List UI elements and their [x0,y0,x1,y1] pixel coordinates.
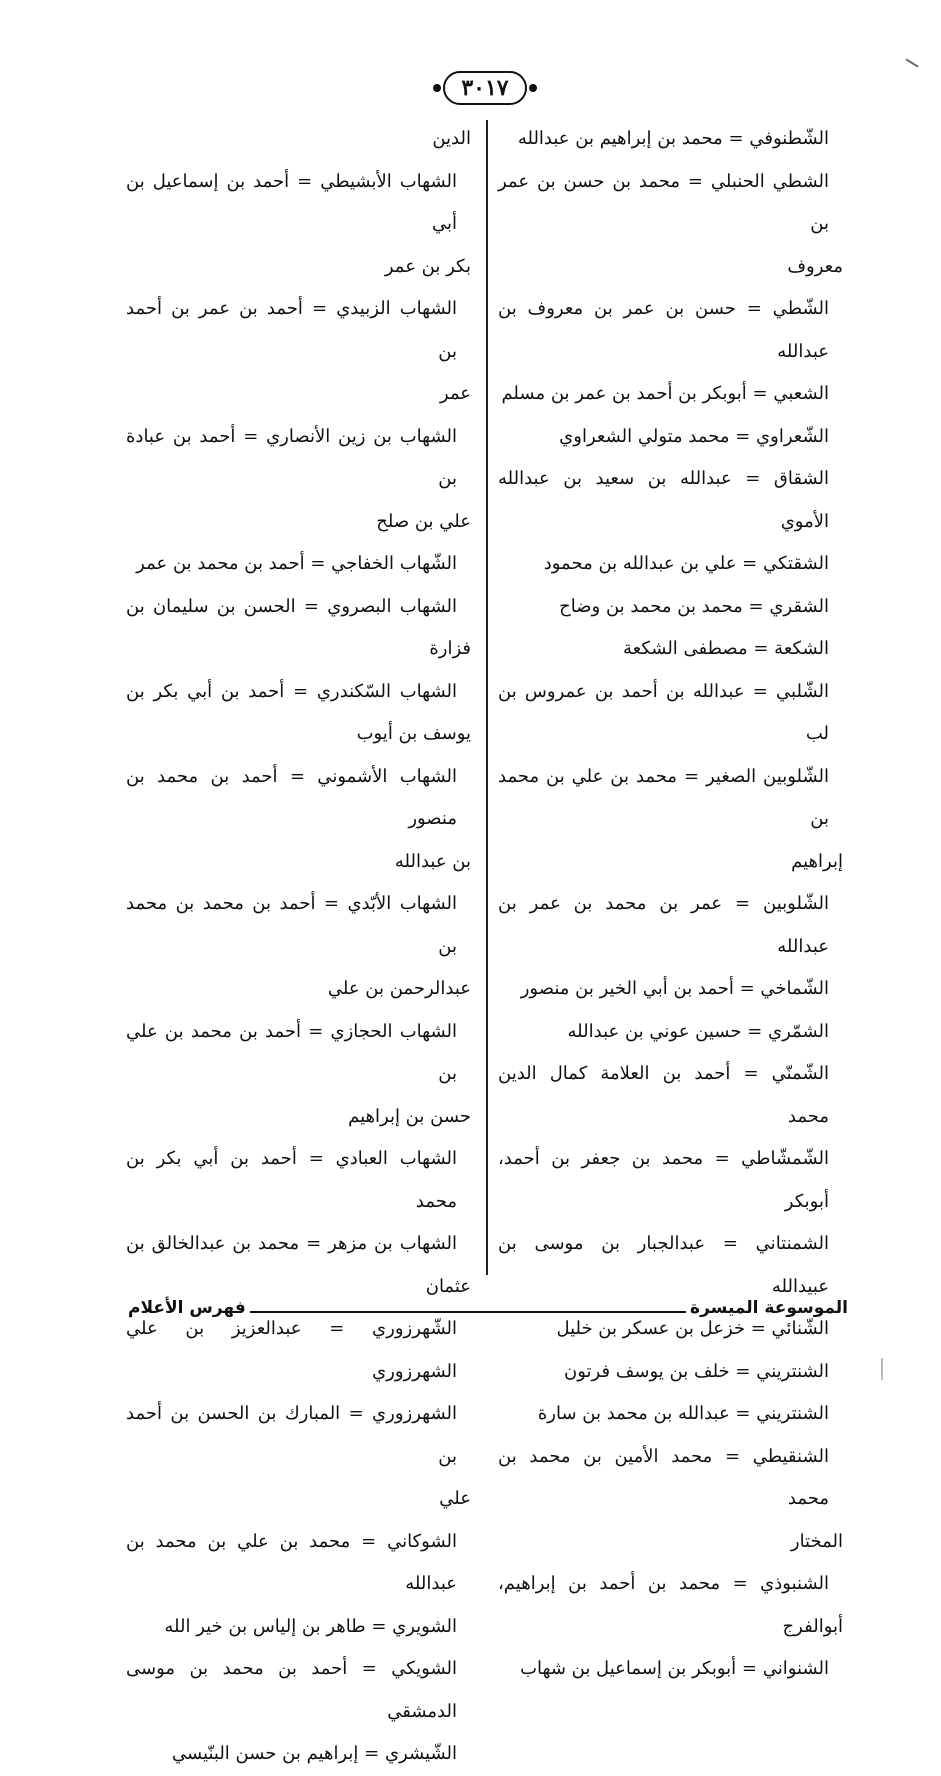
page-number-header [430,68,540,108]
index-entry [126,586,471,671]
entry-text: الشهاب الأبشيطي = أحمد بن إسماعيل بن أبي [126,170,457,234]
entry-continuation: المختار [790,1530,843,1552]
entry-text: الشنواني = أبوبكر بن إسماعيل بن شهاب [520,1658,829,1679]
entry-text: الشهاب العبادي = أحمد بن أبي بكر بن محمد [126,1148,457,1212]
right-column [498,118,843,1691]
entry-text: الشهرزوري = المبارك بن الحسن بن أحمد بن [126,1403,457,1467]
index-entry [126,543,471,586]
index-entry [126,1308,471,1393]
index-entry [498,1393,843,1436]
entry-text: الشنتريني = عبدالله بن محمد بن سارة [537,1403,829,1424]
entry-continuation: عثمان [425,1275,471,1297]
entry-text: الشّلوبين = عمر بن محمد بن عمر بن عبدالله [498,893,829,957]
index-entry [126,1521,471,1606]
entry-text: الشهاب بن زين الأنصاري = أحمد بن عبادة بن [126,425,457,489]
index-entry [126,416,471,544]
entry-text: الشهاب الأشموني = أحمد بن محمد بن منصور [126,765,457,829]
entry-text: الشكعة = مصطفى الشكعة [622,638,829,659]
footer-section-title: فهرس الأعلام [128,1298,246,1318]
entry-text: الشّنائي = خزعل بن عسكر بن خليل [556,1318,829,1339]
entry-text: الشطي الحنبلي = محمد بن حسن بن عمر بن [498,170,829,234]
index-entry [498,373,843,416]
left-column [126,118,471,1776]
entry-text: الشّيشري = إبراهيم بن حسن البنّيسي [171,1743,457,1764]
entry-text: الشقري = محمد بن محمد بن وضاح [559,595,829,617]
entry-text: الشّعراوي = محمد متولي الشعراوي [559,425,829,447]
index-entry [498,288,843,373]
entry-continuation: معروف [787,255,843,277]
index-entry [498,1648,843,1691]
index-entry [498,1138,843,1223]
page-number: ٣٠١٧ [443,71,526,105]
index-entry [126,1606,471,1649]
index-entry [498,1563,843,1648]
entry-text: الشوكاني = محمد بن علي بن محمد بن عبدالله [126,1530,457,1594]
index-entry [498,756,843,884]
index-entry [126,756,471,884]
entry-text: الشمّري = حسين عوني بن عبدالله [567,1020,829,1042]
index-entry [498,1011,843,1054]
entry-text: الشّهرزوري = عبدالعزيز بن علي الشهرزوري [126,1318,457,1382]
scan-mark [906,58,919,67]
entry-continuation: حسن بن إبراهيم [348,1105,471,1127]
index-entry [498,1053,843,1138]
index-entry [498,416,843,459]
entry-text: الشّهاب الخفاجي = أحمد بن محمد بن عمر [136,553,457,574]
index-entry [498,1351,843,1394]
entry-continuation: علي بن صلح [376,510,471,532]
entry-continuation: علي [439,1488,471,1509]
index-entry [126,671,471,756]
entry-text: الشهاب البصروي = الحسن بن سليمان بن [126,595,457,617]
index-entry [126,1138,471,1223]
entry-continuation: الدين [432,128,471,149]
index-entry [498,883,843,968]
entry-continuation: يوسف بن أيوب [356,723,471,744]
entry-text: الشّماخي = أحمد بن أبي الخير بن منصور [520,978,829,999]
index-entry [126,118,471,161]
footer-book-title: الموسوعة الميسرة [690,1298,848,1318]
entry-text: الشّطنوفي = محمد بن إبراهيم بن عبدالله [517,128,829,149]
column-divider [486,120,488,1275]
index-entry [498,1436,843,1564]
entry-text: الشّطي = حسن بن عمر بن معروف بن عبدالله [498,298,829,362]
entry-text: الشنبوذي = محمد بن أحمد بن إبراهيم، [498,1573,829,1594]
index-entry [498,628,843,671]
entry-continuation: عبدالرحمن بن علي [327,978,471,999]
index-entry [126,1733,471,1776]
scan-tick [881,1358,883,1380]
entry-continuation: إبراهيم [791,850,843,872]
entry-text: الشهاب الزبيدي = أحمد بن عمر بن أحمد بن [126,298,457,362]
entry-text: الشمنتاني = عبدالجبار بن موسى بن عبيدالله [498,1233,829,1297]
footer-rule [250,1311,686,1313]
page-footer [128,1288,848,1318]
entry-text: الشنتريني = خلف بن يوسف فرتون [564,1360,829,1382]
entry-text: الشهاب بن مزهر = محمد بن عبدالخالق بن [126,1233,457,1254]
entry-continuation: فزارة [429,638,471,659]
entry-text: الشّمنّي = أحمد بن العلامة كمال الدين محمد [498,1063,829,1127]
entry-text: الشعبي = أبوبكر بن أحمد بن عمر بن مسلم [501,383,829,404]
index-entry [126,161,471,289]
index-entry [498,458,843,543]
entry-continuation: أبوالفرج [782,1615,843,1637]
index-entry [498,118,843,161]
entry-text: الشقتكي = علي بن عبدالله بن محمود [543,553,829,574]
entry-continuation: عمر [439,383,471,404]
index-entry [126,883,471,1011]
index-entry [498,543,843,586]
entry-text: الشّمشّاطي = محمد بن جعفر بن أحمد، أبوبكر [498,1148,829,1212]
index-entry [126,288,471,416]
entry-text: الشويكي = أحمد بن محمد بن موسى الدمشقي [126,1658,457,1722]
entry-text: الشّلبي = عبدالله بن أحمد بن عمروس بن لب [498,680,829,744]
index-entry [498,586,843,629]
index-entry [126,1011,471,1139]
entry-text: الشنقيطي = محمد الأمين بن محمد بن محمد [498,1445,829,1509]
entry-text: الشهاب الأبّدي = أحمد بن محمد بن محمد بن [126,893,457,957]
entry-text: الشقاق = عبدالله بن سعيد بن عبدالله الأموي [498,468,829,532]
entry-text: الشّلوبين الصغير = محمد بن علي بن محمد بن [498,765,829,829]
entry-continuation: بكر بن عمر [384,255,471,277]
index-entry [126,1393,471,1521]
index-entry [498,968,843,1011]
index-entry [498,671,843,756]
entry-text: الشهاب الحجازي = أحمد بن محمد بن علي بن [126,1020,457,1084]
entry-text: الشويري = طاهر بن إلياس بن خير الله [164,1615,457,1637]
index-entry [498,161,843,289]
index-entry [126,1648,471,1733]
entry-continuation: بن عبدالله [394,850,471,872]
entry-text: الشهاب السّكندري = أحمد بن أبي بكر بن [126,680,457,702]
